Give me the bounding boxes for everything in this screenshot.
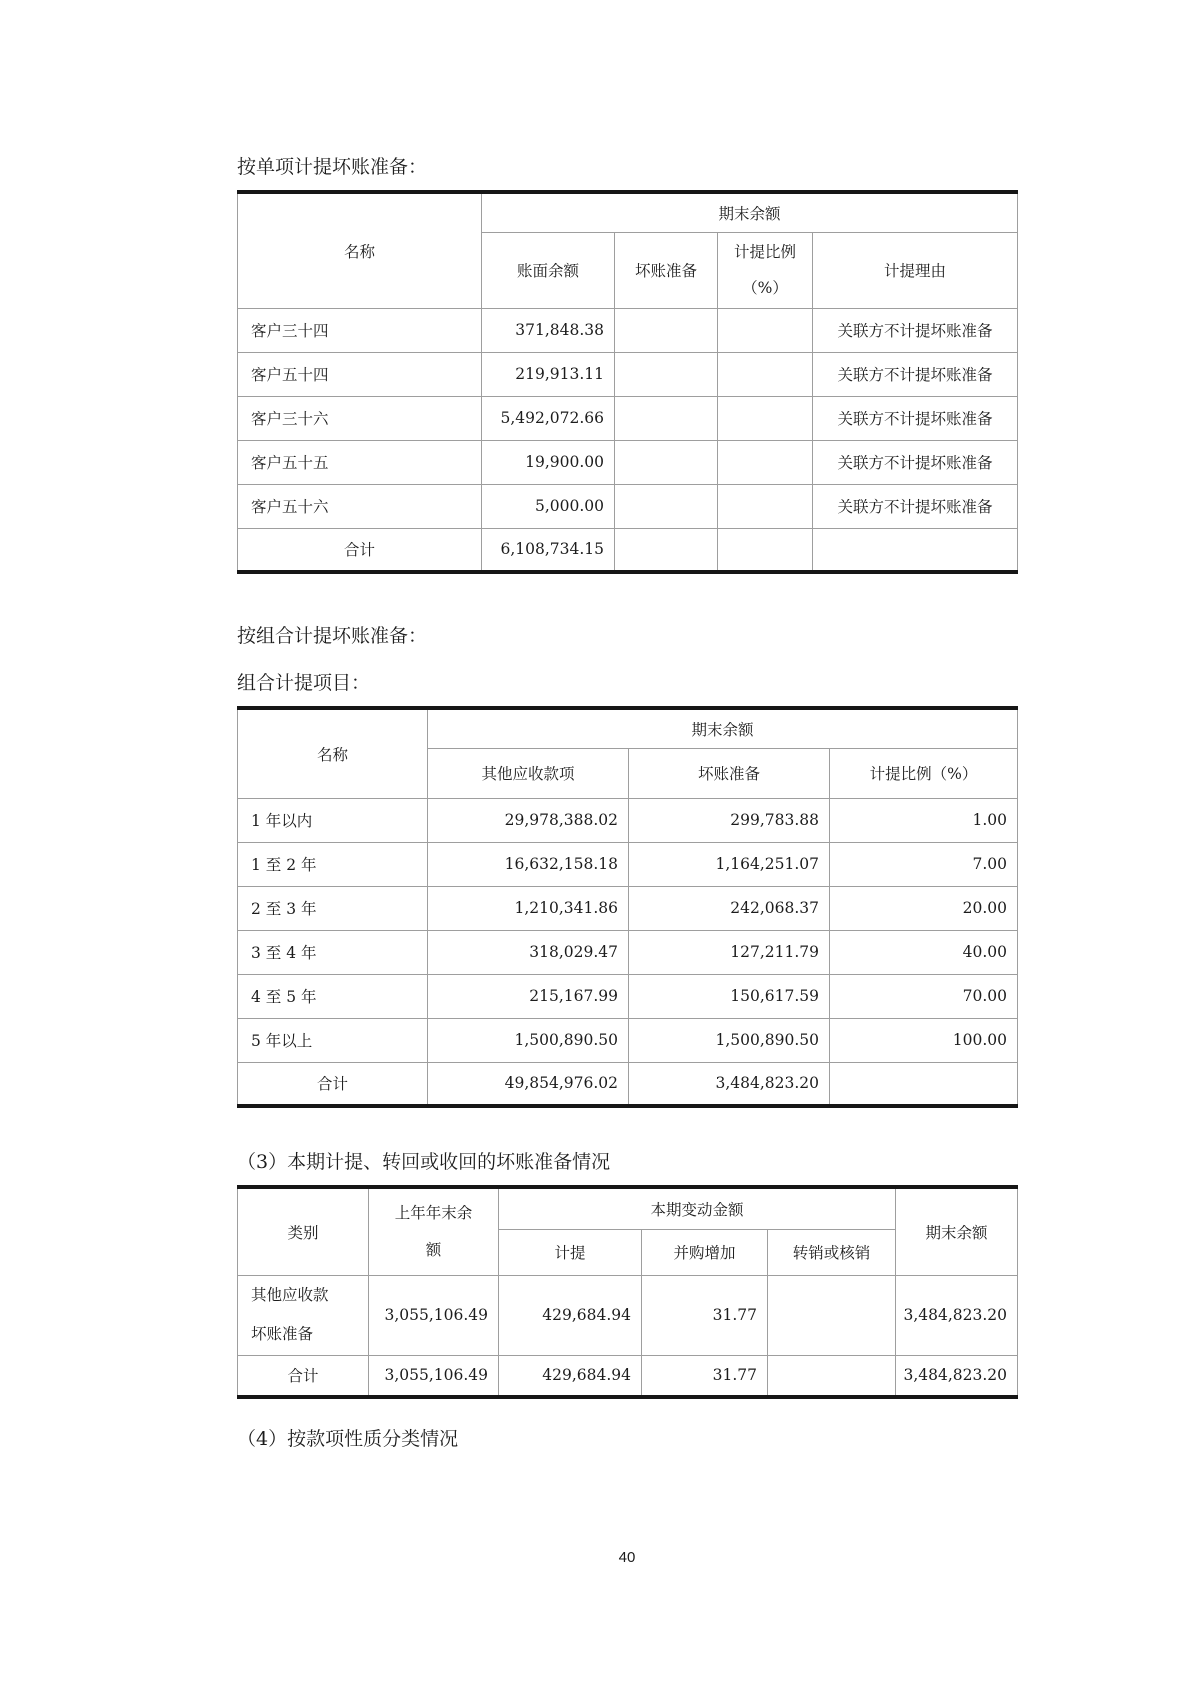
table-header-row <box>238 1187 1018 1229</box>
table-cell <box>813 528 1018 572</box>
customer-name-cell: 客户三十六 <box>238 396 482 440</box>
table-total-row <box>238 1062 1018 1106</box>
table-cell <box>615 352 718 396</box>
ratio-cell: 100.00 <box>830 1018 1018 1062</box>
other-receivables-cell: 1,500,890.50 <box>428 1018 629 1062</box>
category-cell-text: 其他应收款坏账准备 <box>251 1285 329 1344</box>
ratio-cell: 70.00 <box>830 974 1018 1018</box>
customer-name-cell: 客户五十四 <box>238 352 482 396</box>
other-receivables-cell: 215,167.99 <box>428 974 629 1018</box>
aging-bucket-cell: 5 年以上 <box>238 1018 428 1062</box>
table-row <box>238 352 1018 396</box>
section-title-nature-classification: （4）按款项性质分类情况 <box>237 1428 459 1451</box>
table-total-row <box>238 1355 1018 1397</box>
bad-debt-cell: 127,211.79 <box>629 930 830 974</box>
category-cell <box>238 1275 369 1355</box>
col-header-period-end: 期末余额 <box>482 192 1018 232</box>
ratio-cell: 7.00 <box>830 842 1018 886</box>
total-prior-year-end-cell: 3,055,106.49 <box>369 1355 499 1397</box>
table-cell <box>718 440 813 484</box>
acquisition-cell: 31.77 <box>642 1275 768 1355</box>
col-header-current-changes: 本期变动金额 <box>499 1187 896 1229</box>
provision-cell: 429,684.94 <box>499 1275 642 1355</box>
section-title-portfolio-provision: 按组合计提坏账准备： <box>237 625 428 647</box>
table-row <box>238 484 1018 528</box>
total-period-end-cell: 3,484,823.20 <box>896 1355 1018 1397</box>
table-cell <box>768 1275 896 1355</box>
col-header-prior-year-end <box>369 1187 499 1275</box>
col-header-prior-year-end-text: 上年年末余额 <box>394 1204 473 1259</box>
col-header-ratio: 计提比例（%） <box>830 748 1018 798</box>
bad-debt-cell: 299,783.88 <box>629 798 830 842</box>
period-end-cell: 3,484,823.20 <box>896 1275 1018 1355</box>
ratio-cell: 40.00 <box>830 930 1018 974</box>
table-row <box>238 440 1018 484</box>
aging-bucket-cell: 1 年以内 <box>238 798 428 842</box>
col-header-ratio <box>718 232 813 308</box>
col-header-period-end: 期末余额 <box>428 708 1018 748</box>
other-receivables-cell: 16,632,158.18 <box>428 842 629 886</box>
table-cell <box>718 352 813 396</box>
total-other-receivables-cell: 49,854,976.02 <box>428 1062 629 1106</box>
col-header-provision: 计提 <box>499 1229 642 1275</box>
table-cell <box>615 484 718 528</box>
table-row <box>238 1018 1018 1062</box>
total-acquisition-cell: 31.77 <box>642 1355 768 1397</box>
book-balance-cell: 19,900.00 <box>482 440 615 484</box>
table-cell <box>615 308 718 352</box>
col-header-category: 类别 <box>238 1187 369 1275</box>
reason-cell: 关联方不计提坏账准备 <box>813 396 1018 440</box>
reason-cell: 关联方不计提坏账准备 <box>813 308 1018 352</box>
customer-name-cell: 客户五十六 <box>238 484 482 528</box>
book-balance-cell: 371,848.38 <box>482 308 615 352</box>
customer-name-cell: 客户三十四 <box>238 308 482 352</box>
other-receivables-cell: 318,029.47 <box>428 930 629 974</box>
total-label-cell: 合计 <box>238 1355 369 1397</box>
table-cell <box>615 396 718 440</box>
table-header-row <box>238 192 1018 232</box>
total-label-cell: 合计 <box>238 528 482 572</box>
table-row <box>238 886 1018 930</box>
reason-cell: 关联方不计提坏账准备 <box>813 352 1018 396</box>
provision-movement-table <box>237 1185 1018 1399</box>
total-bad-debt-cell: 3,484,823.20 <box>629 1062 830 1106</box>
table-cell <box>718 528 813 572</box>
col-header-name: 名称 <box>238 192 482 308</box>
table-total-row <box>238 528 1018 572</box>
section-subtitle-portfolio-items: 组合计提项目： <box>237 672 371 694</box>
individual-provision-table <box>237 190 1018 574</box>
total-label-cell: 合计 <box>238 1062 428 1106</box>
col-header-book-balance: 账面余额 <box>482 232 615 308</box>
section-title-provision-movement: （3）本期计提、转回或收回的坏账准备情况 <box>237 1151 611 1173</box>
bad-debt-cell: 1,500,890.50 <box>629 1018 830 1062</box>
col-header-reason: 计提理由 <box>813 232 1018 308</box>
portfolio-provision-table <box>237 706 1018 1108</box>
table-cell <box>830 1062 1018 1106</box>
ratio-cell: 20.00 <box>830 886 1018 930</box>
table-cell <box>718 484 813 528</box>
col-header-period-end: 期末余额 <box>896 1187 1018 1275</box>
bad-debt-cell: 150,617.59 <box>629 974 830 1018</box>
ratio-cell: 1.00 <box>830 798 1018 842</box>
col-header-ratio-text: 计提比例（%） <box>733 242 796 297</box>
customer-name-cell: 客户五十五 <box>238 440 482 484</box>
table-row <box>238 842 1018 886</box>
table-row <box>238 396 1018 440</box>
col-header-acquisition: 并购增加 <box>642 1229 768 1275</box>
total-provision-cell: 429,684.94 <box>499 1355 642 1397</box>
aging-bucket-cell: 2 至 3 年 <box>238 886 428 930</box>
page-number: 40 <box>618 1549 636 1567</box>
col-header-other-receivables: 其他应收款项 <box>428 748 629 798</box>
bad-debt-cell: 1,164,251.07 <box>629 842 830 886</box>
table-cell <box>718 308 813 352</box>
bad-debt-cell: 242,068.37 <box>629 886 830 930</box>
reason-cell: 关联方不计提坏账准备 <box>813 440 1018 484</box>
col-header-name: 名称 <box>238 708 428 798</box>
aging-bucket-cell: 3 至 4 年 <box>238 930 428 974</box>
table-row <box>238 930 1018 974</box>
section-title-individual-provision: 按单项计提坏账准备： <box>237 156 428 178</box>
col-header-bad-debt: 坏账准备 <box>615 232 718 308</box>
aging-bucket-cell: 1 至 2 年 <box>238 842 428 886</box>
table-cell <box>718 396 813 440</box>
aging-bucket-cell: 4 至 5 年 <box>238 974 428 1018</box>
reason-cell: 关联方不计提坏账准备 <box>813 484 1018 528</box>
other-receivables-cell: 1,210,341.86 <box>428 886 629 930</box>
table-row <box>238 1275 1018 1355</box>
table-cell <box>768 1355 896 1397</box>
prior-year-end-cell: 3,055,106.49 <box>369 1275 499 1355</box>
table-header-row <box>238 708 1018 748</box>
other-receivables-cell: 29,978,388.02 <box>428 798 629 842</box>
book-balance-cell: 5,000.00 <box>482 484 615 528</box>
table-row <box>238 974 1018 1018</box>
col-header-writeoff: 转销或核销 <box>768 1229 896 1275</box>
col-header-bad-debt: 坏账准备 <box>629 748 830 798</box>
total-book-balance-cell: 6,108,734.15 <box>482 528 615 572</box>
table-row <box>238 798 1018 842</box>
book-balance-cell: 219,913.11 <box>482 352 615 396</box>
table-row <box>238 308 1018 352</box>
table-cell <box>615 440 718 484</box>
table-cell <box>615 528 718 572</box>
book-balance-cell: 5,492,072.66 <box>482 396 615 440</box>
